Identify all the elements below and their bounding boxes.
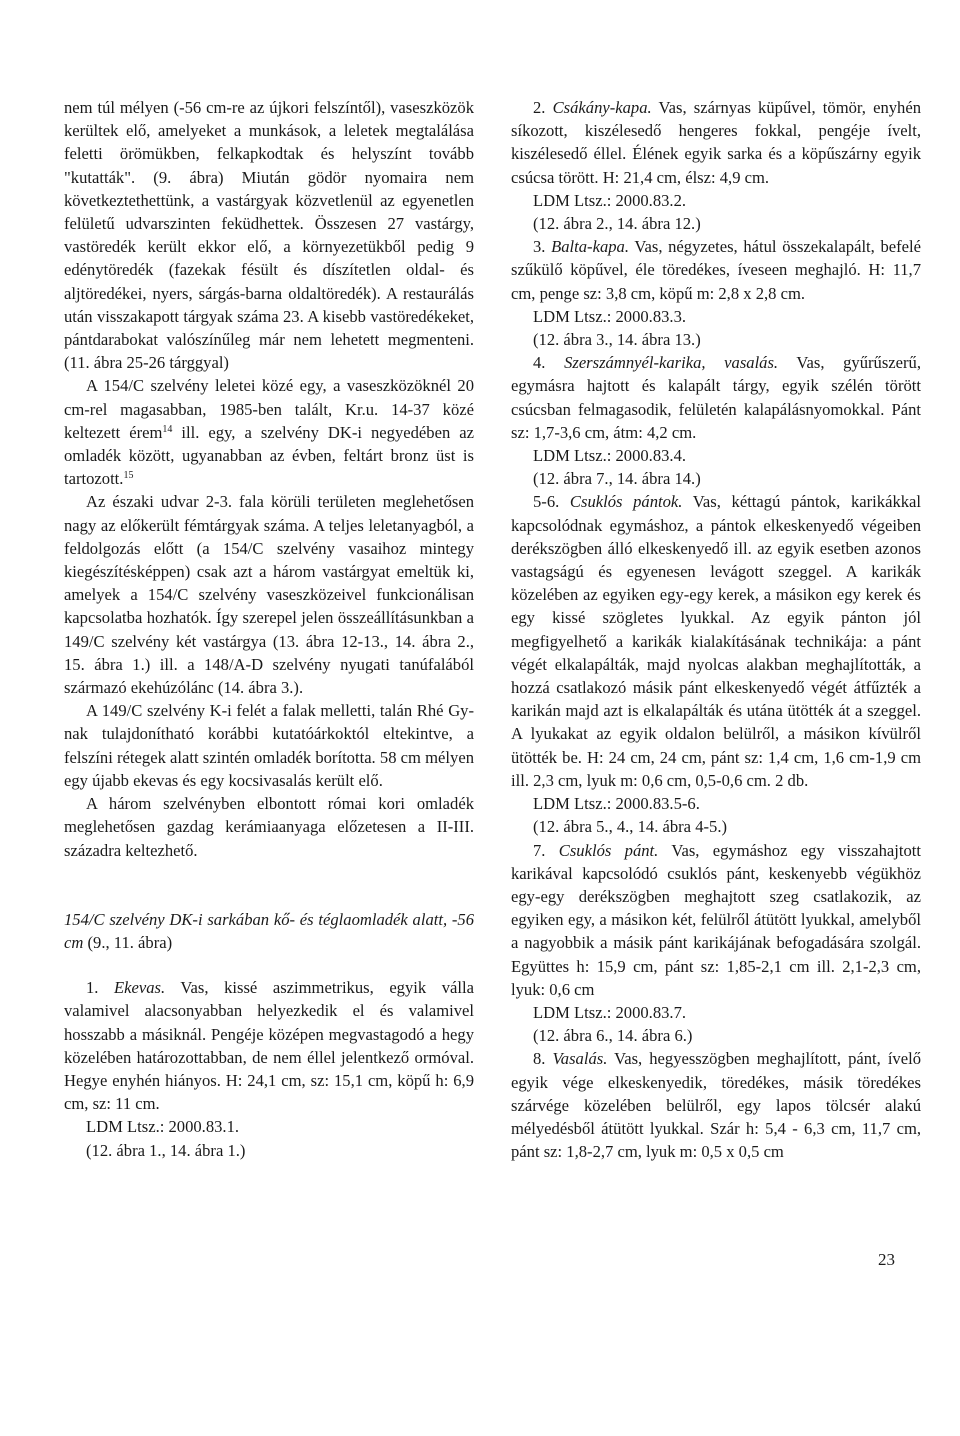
figure-reference: (12. ábra 3., 14. ábra 13.)	[533, 330, 701, 350]
inventory-number: LDM Ltsz.: 2000.83.2.	[533, 190, 687, 210]
catalog-item: 4. Szerszámnyél-karika, vasalás. Vas, gyűrűszerű, egymásra hajtott és kalapált tárgy, egyik szélén törött csúcsban felmagasodik, felületén kalapálásnyomokkal. Pánt sz: 1,7-3,6 cm, átm: 4,2 cm.	[511, 353, 922, 442]
figure-reference: (12. ábra 5., 4., 14. ábra 4-5.)	[533, 817, 727, 837]
catalog-item: 7. Csuklós pánt. Vas, egymáshoz egy visszahajtott karikával kapcsolódó csuklós pánt, keskenyebb végükhöz egy-egy derékszögben meghajtott szeg csatlakozik, az egyiken egy, a másikon két, felülről átütött lyukkal, amelyből a nagyobbik a másik pánt karikájának befogadására szolgál. Együttes h: 15,9 cm, pánt sz: 1,85-2,1 cm ill. 2,1-2,3 cm, lyuk: 0,6 cm	[511, 840, 921, 999]
paragraph: Az északi udvar 2-3. fala körüli területen meglehetősen nagy az előkerült fémtárgyak száma. A teljes leletanyagból, a feldolgozás előtt (a 154/C szelvény vasaihoz mintegy kiegészítésképpen) csak azt a három vastárgyat emeltük ki, amelyek a 154/C szelvény vaseszközeivel funkcionálisan kapcsolatba hozhatók. Így szerepel jelen összeállításunkban a 149/C szelvény két vastárgya (13. ábra 12-13., 14. ábra 2., 15. ábra 1.) ill. a 148/A-D szelvény nyugati tanúfalából származó ekehúzólánc (14. ábra 3.).	[64, 492, 474, 698]
inventory-number: LDM Ltsz.: 2000.83.7.	[533, 1002, 687, 1022]
paragraph: A 149/C szelvény K-i felét a falak melletti, talán Rhé Gy-nak tulajdonítható korábbi kutatóárkoktól eltekintve, a felszíni rétegek alatt szintén omladék borította. 58 cm mélyen egy újabb ekevas és egy kocsivasalás került elő.	[64, 701, 474, 790]
paragraph: nem túl mélyen (-56 cm-re az újkori felszíntől), vaseszközök kerültek elő, amelyeket a munkások, a leletek megtalálása feletti örömükben, felkapkodtak és helyszínt tovább "kutatták". (9. ábra) Miután gödör nyomaira nem következtethettünk, a vastárgyak közvetlenül az egyenetlen felületű udvarszinten feküdhettek. Összesen 27 vastárgy, vastöredék került ekkor elő, a környezetükből pedig 9 edénytöredék (fazekak fésült és díszítetlen oldal- és aljtöredékei, nyers, sárgás-barna oldaltöredék). A restaurálás után visszakapott tárgyak száma 23. A kisebb vastöredékeket, pántdarabokat valószínűleg már nem lehetett megmenteni. (11. ábra 25-26 tárggyal)	[64, 98, 474, 373]
figure-reference: (12. ábra 2., 14. ábra 12.)	[533, 214, 701, 234]
figure-reference: (12. ábra 6., 14. ábra 6.)	[533, 1026, 693, 1046]
catalog-item: 5-6. Csuklós pántok. Vas, kéttagú pántok, karikákkal kapcsolódnak egymáshoz, a pántok elkeskenyedő végeiben derékszögben álló elkeskenyedő ill. az egyik esetben azonos vastagságú és egyenesen levágott szeggel. A karikák közelében az egyiken egy-egy kerek, a másikon egy kerek és egy kissé szögletes lyukkal. Az egyik pánton jól megfigyelhető a karikák kialakításának technikája: a pánt végét elkalapálták, majd nyolcas alakban meghajlították, a hozzá csatlakozó másik pánt elkeskenyedő végét átfűzték a karikán majd azt is elkalapálták és utána ütötték át a szeggel. A lyukakat az egyik oldalon belülről, a másikon kívülről ütötték be. H: 24 cm, 24 cm, pánt sz: 1,4 cm, 1,6 cm-1,9 cm ill. 2,3 cm, lyuk m: 0,6 cm, 0,5-0,6 cm. 2 db.	[511, 492, 922, 790]
paragraph: A 154/C szelvény leletei közé egy, a vaseszközöknél 20 cm-rel magasabban, 1985-ben talált, Kr.u. 14-37 közé keltezett érem$^{14}$ ill. egy, a szelvény DK-i negyedében az omladék között, ugyanabban az évben, feltárt bronz üst is tartozott.$^{15}$	[64, 376, 475, 489]
footnote-ref: 15	[123, 470, 134, 482]
catalog-item: 2. Csákány-kapa. Vas, szárnyas küpűvel, tömör, enyhén síkozott, kiszélesedő hengeres fokkal, pengéje ívelt, kiszélesedő éllel. Élének egyik sarka és a köpűszárny egyik csúcsa törött. H: 21,4 cm, élsz: 4,9 cm.	[511, 98, 921, 187]
footnote-ref: 14	[162, 423, 173, 435]
inventory-number: LDM Ltsz.: 2000.83.4.	[533, 446, 687, 466]
inventory-number: LDM Ltsz.: 2000.83.1.	[86, 1117, 240, 1137]
right-column	[511, 96, 921, 1163]
catalog-item: 8. Vasalás. Vas, hegyesszögben meghajlított, pánt, ívelő egyik vége elkeskenyedik, töredékes, másik töredékes szárvége közelében belülről, egy lapos tölcsér alakú mélyedésből átütött lyukkal. Szár h: 5,4 - 6,3 cm, 11,7 cm, pánt sz: 1,8-2,7 cm, lyuk m: 0,5 x 0,5 cm	[511, 1049, 922, 1162]
inventory-number: LDM Ltsz.: 2000.83.5-6.	[533, 794, 700, 814]
catalog-item: 1. Ekevas. Vas, kissé aszimmetrikus, egyik válla valamivel alacsonyabban helyezkedik el és valamivel hosszabb a másiknál. Pengéje középen megvastagodó a hegy közelében határozottabban, de nem éllel jelentkező ormóval. Hegye enyhén hiányos. H: 24,1 cm, sz: 15,1 cm, köpű h: 6,9 cm, sz: 11 cm.	[64, 978, 474, 1114]
figure-reference: (12. ábra 1., 14. ábra 1.)	[86, 1140, 246, 1160]
inventory-number: LDM Ltsz.: 2000.83.3.	[533, 306, 687, 326]
page-number: 23	[878, 1250, 895, 1269]
paragraph: A három szelvényben elbontott római kori omladék meglehetősen gazdag kerámiaanyaga előzetesen a II-III. századra keltezhető.	[64, 794, 474, 860]
catalog-item: 3. Balta-kapa. Vas, négyzetes, hátul összekalapált, befelé szűkülő köpűvel, éle töredékes, íveseen meghajló. H: 11,7 cm, penge sz: 3,8 cm, köpű m: 2,8 x 2,8 cm.	[511, 237, 921, 303]
section-heading: 154/C szelvény DK-i sarkában kő- és téglaomladék alatt, -56 cm (9., 11. ábra)	[64, 909, 474, 952]
left-column	[64, 96, 474, 1162]
figure-reference: (12. ábra 7., 14. ábra 14.)	[533, 469, 701, 489]
